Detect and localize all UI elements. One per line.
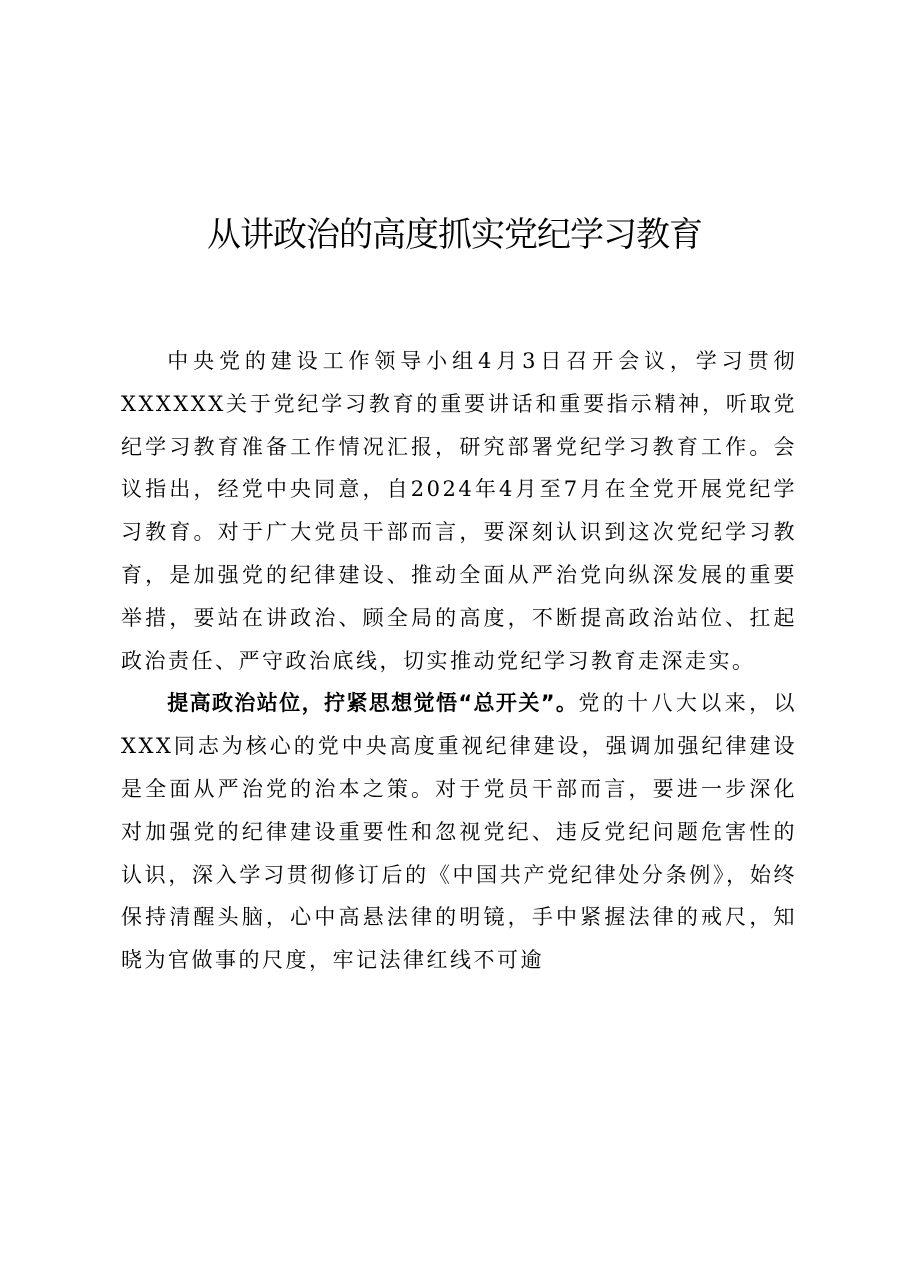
document-title: 从讲政治的高度抓实党纪学习教育 [207,215,702,255]
paragraph-2 [121,682,797,982]
paragraph-1 [121,340,797,682]
paragraph-1-text: 中央党的建设工作领导小组4月3日召开会议，学习贯彻XXXXXX关于党纪学习教育的重要讲话和重要指示精神，听取党纪学习教育准备工作情况汇报，研究部署党纪学习教育工作。会议指出，经党中央同意，自2024年4月至7月在全党开展党纪学习教育。对于广大党员干部而言，要深刻认识到这次党纪学习教育，是加强党的纪律建设、推动全面从严治党向纵深发展的重要举措，要站在讲政治、顾全局的高度，不断提高政治站位、扛起政治责任、严守政治底线，切实推动党纪学习教育走深走实。 [121,349,797,673]
document-body [121,340,797,982]
paragraph-2-heading: 提高政治站位，拧紧思想觉悟“总开关”。 [167,691,579,716]
paragraph-2-text: 党的十八大以来，以XXX同志为核心的党中央高度重视纪律建设，强调加强纪律建设是全面从严治党的治本之策。对于党员干部而言，要进一步深化对加强党的纪律建设重要性和忽视党纪、违反党纪问题危害性的认识，深入学习贯彻修订后的《中国共产党纪律处分条例》，始终保持清醒头脑，心中高悬法律的明镜，手中紧握法律的戒尺，知晓为官做事的尺度，牢记法律红线不可逾 [121,691,797,973]
